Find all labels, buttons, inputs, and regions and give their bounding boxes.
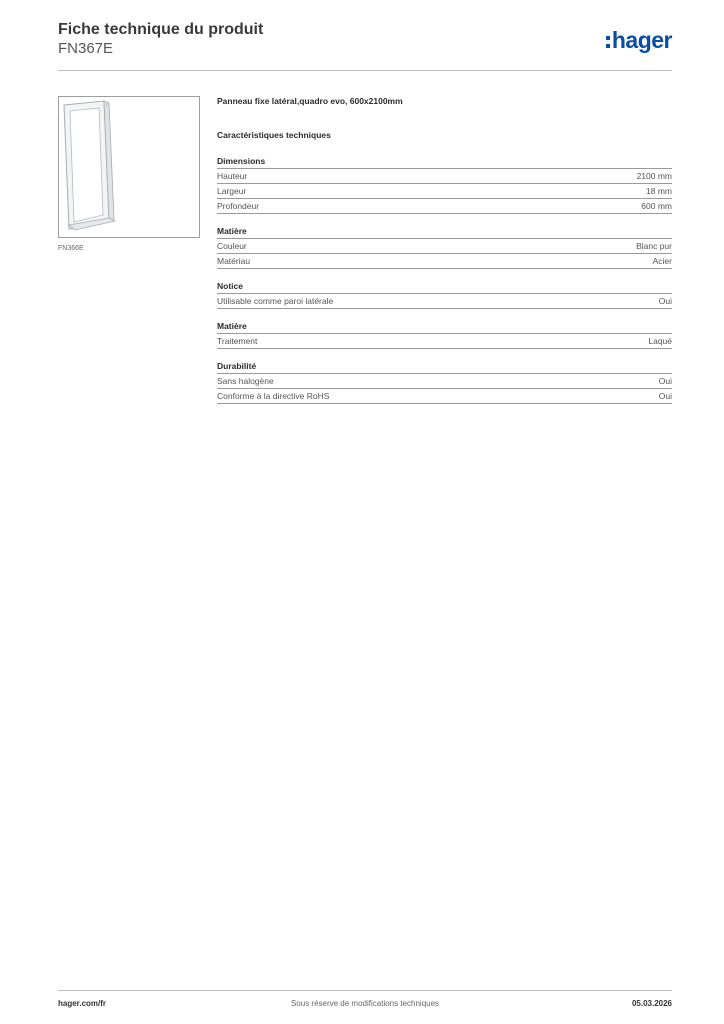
document-title: Fiche technique du produit [58,21,264,38]
product-image-caption: FN366E [58,245,84,252]
spec-row [217,293,672,309]
spec-value: 2100 mm [636,171,672,181]
spec-row [217,388,672,404]
spec-label: Hauteur [217,171,248,181]
spec-row [217,183,672,198]
section-treatment [217,321,672,349]
section-notice [217,281,672,309]
spec-row [217,373,672,388]
spec-value: Oui [658,376,672,386]
spec-label: Traitement [217,336,258,346]
product-reference: FN367E [58,40,114,57]
section-dimensions [217,156,672,214]
spec-label: Conforme à la directive RoHS [217,391,330,401]
page-header [58,20,672,71]
logo-text: hager [611,27,672,53]
spec-row [217,198,672,214]
section-durability [217,361,672,404]
spec-value: Blanc pur [636,241,672,251]
spec-label: Utilisable comme paroi latérale [217,296,334,306]
spec-value: Laqué [648,336,672,346]
page-footer [58,990,672,1013]
spec-label: Largeur [217,186,247,196]
footer-notice: Sous réserve de modifications techniques [290,999,440,1008]
footer-website-link[interactable]: hager.com/fr [58,999,107,1008]
footer-date: 05.03.2026 [631,999,672,1008]
technical-characteristics-title: Caractéristiques techniques [217,130,331,140]
spec-label: Matériau [217,256,251,266]
section-title: Matière [217,226,247,236]
spec-row [217,168,672,183]
spec-label: Profondeur [217,201,260,211]
hager-logo [606,28,672,52]
section-title: Durabilité [217,361,257,371]
spec-label: Sans halogène [217,376,274,386]
spec-value: Oui [658,296,672,306]
technical-content [217,96,672,404]
section-title: Notice [217,281,243,291]
spec-row [217,253,672,269]
spec-row [217,333,672,349]
side-panel-frame-icon [59,97,199,237]
spec-value: 18 mm [646,186,672,196]
spec-row [217,238,672,253]
section-title: Matière [217,321,247,331]
section-material [217,226,672,269]
spec-value: Oui [658,391,672,401]
logo-colon-mark [606,36,610,48]
spec-label: Couleur [217,241,247,251]
section-title: Dimensions [217,156,266,166]
product-image [58,96,200,238]
product-description: Panneau fixe latéral,quadro evo, 600x2100mm [217,96,403,106]
spec-value: 600 mm [641,201,672,211]
spec-value: Acier [652,256,672,266]
